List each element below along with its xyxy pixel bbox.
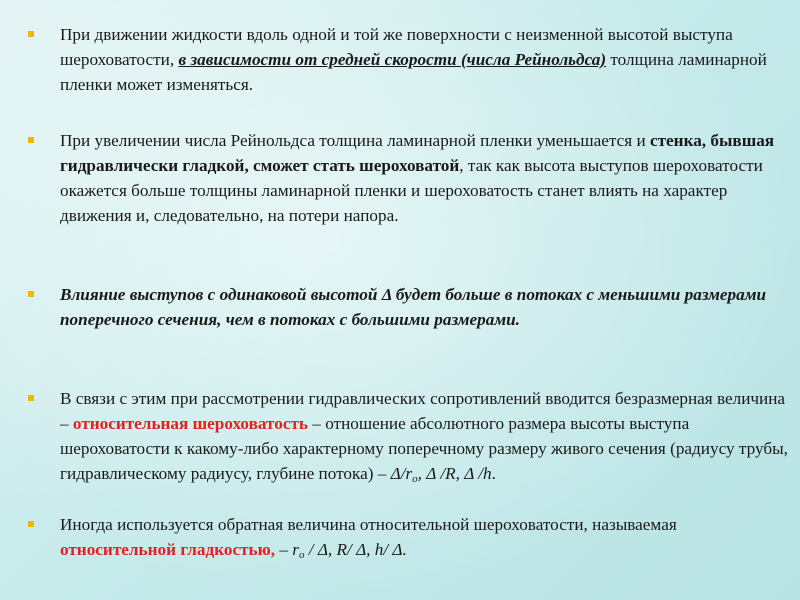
text-run: При увеличении числа Рейнольдса толщина ламинарной пленки уменьшается и	[60, 131, 650, 150]
formula: $r_o$ / Δ, R/ Δ, h/ Δ.	[292, 540, 407, 561]
emphasis-bold: стенка, бывшая гидравлически гладкой, сможет стать шероховатой	[60, 131, 775, 175]
term-relative-roughness: относительная шероховатость	[72, 414, 308, 433]
bullet-item-3	[28, 282, 788, 332]
bullet-marker	[28, 137, 34, 143]
bullet-marker	[28, 395, 34, 401]
formula: $\Delta/r_o$, Δ /R, Δ /h	[390, 464, 492, 485]
bullet-text	[60, 512, 788, 562]
text-run: – отношение абсолютного размера высоты выступа шероховатости к какому-либо характерному поперечному размеру живого сечения (радиусу трубы, гидравлическому радиусу, глубине потока) –	[60, 414, 788, 483]
bullet-text	[60, 282, 788, 332]
bullet-marker	[28, 291, 34, 297]
term-relative-smoothness: относительной гладкостью,	[60, 540, 276, 559]
bullet-item-4	[28, 386, 788, 486]
bullet-item-5	[28, 512, 788, 562]
text-run: В связи с этим при рассмотрении гидравлических сопротивлений вводится безразмерная величина –	[60, 389, 786, 433]
bullet-text	[60, 128, 788, 228]
bullet-marker	[28, 521, 34, 527]
bullet-text	[60, 386, 788, 486]
bullet-item-1	[28, 22, 788, 97]
text-run: толщина ламинарной пленки может изменяться.	[60, 50, 767, 94]
bullet-text	[60, 22, 788, 97]
bullet-marker	[28, 31, 34, 37]
emphasis-bold-italic: Влияние выступов с одинаковой высотой Δ будет больше в потоках с меньшими размерами поперечного сечения, чем в потоках с большими размерами.	[60, 285, 767, 329]
text-run: Иногда используется обратная величина относительной шероховатости, называемая	[60, 515, 677, 534]
bullet-item-2	[28, 128, 788, 228]
text-run: .	[491, 464, 496, 483]
emphasis-underlined: в зависимости от средней скорости (числа Рейнольдса)	[178, 50, 607, 69]
text-run: При движении жидкости вдоль одной и той же поверхности с неизменной высотой выступа шероховатости,	[60, 25, 733, 69]
text-run: –	[275, 540, 293, 559]
text-run: , так как высота выступов шероховатости окажется больше толщины ламинарной пленки и шероховатость станет влиять на характер движения и, следовательно, на потери напора.	[60, 156, 763, 225]
